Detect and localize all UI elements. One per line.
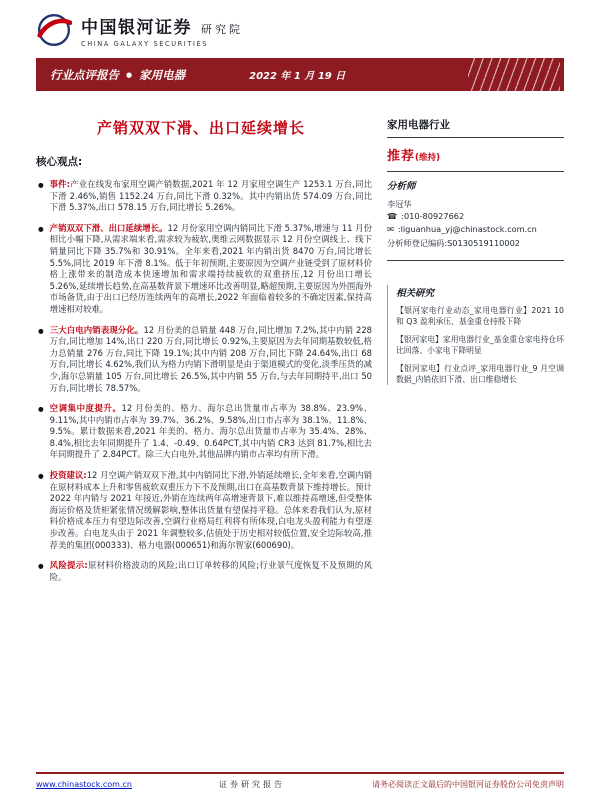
core-point-text xyxy=(50,223,372,316)
core-point-text xyxy=(50,470,372,551)
report-title: 产销双双下滑、出口延续增长 xyxy=(96,119,305,137)
brand-division: 研究院 xyxy=(201,22,243,36)
report-header xyxy=(0,0,600,56)
related-research-heading: 相关研究 xyxy=(396,287,435,299)
industry-heading: 家用电器行业 xyxy=(387,117,564,138)
core-point-lead: 投资建议: xyxy=(49,470,87,481)
related-research-item[interactable]: 【银河家电行业动态_家用电器行业】2021 10 和 Q3 盈利承压、基金重仓持股下降 xyxy=(396,305,564,326)
related-research-item[interactable]: 【银河家电】行业点评_家用电器行业_9 月空调数据_内销依旧下滑、出口维稳增长 xyxy=(396,363,564,384)
content-area xyxy=(0,91,600,772)
core-point-text xyxy=(50,179,372,214)
report-type-band xyxy=(36,58,564,91)
rating-block xyxy=(387,138,564,172)
analyst-phone: :010-80927662 xyxy=(401,211,465,222)
registration-label: 分析师登记编码: xyxy=(387,237,448,248)
analyst-name: 李冠华 xyxy=(387,198,412,209)
core-point-body: 12 月份美的、格力、海尔总出货量市占率为 38.8%、23.9%、9.11%,其中内销市占率为 39.7%、36.2%、9.58%,出口市占率为 38.1%、11.8%、9.5%。累计数据来看,2021 年美的、格力、海尔总出货量市占率为 35.4%、28%、8.4%,相比去年同期提升了 1.4、-0.49、0.64PCT,其中内销 CR3 达到 81.7%,相比去年同期提升了 2.84PCT。除三大白电外,其他品牌内销市占率均有所下滑。 xyxy=(49,403,372,460)
analyst-registration-row xyxy=(387,237,564,250)
analyst-email-row xyxy=(387,223,564,236)
brand-wordmark xyxy=(81,13,243,48)
analyst-block xyxy=(387,172,564,261)
footer-disclaimer: 请务必阅读正文最后的中国银河证券股份公司免责声明 xyxy=(371,780,564,789)
core-point-lead: 产销双双下滑、出口延续增长。 xyxy=(49,222,168,233)
related-research-block xyxy=(387,285,564,385)
core-point-body: 产业在线发布家用空调产销数据,2021 年 12 月家用空调生产 1253.1 万台,同比下滑 2.46%,销售 1152.24 万台,同比下滑 0.32%。其中内销出货 574.09 万台,同比下滑 5.37%,出口 578.15 万台,同比增长 5.26%。 xyxy=(49,179,372,213)
report-date: 2022 年 1 月 19 日 xyxy=(249,71,346,82)
rating-value: 推荐 xyxy=(387,149,416,164)
core-point-text xyxy=(50,560,372,583)
band-stripe-decoration xyxy=(468,58,560,91)
industry-category-label: 家用电器 xyxy=(139,67,186,82)
analyst-heading: 分析师 xyxy=(387,181,416,192)
core-point-event xyxy=(36,179,372,214)
core-views-heading: 核心观点: xyxy=(36,156,83,168)
analyst-phone-row xyxy=(387,210,564,223)
galaxy-logo-icon xyxy=(36,12,72,48)
core-point-concentration xyxy=(36,403,372,461)
report-type-label: 行业点评报告 xyxy=(50,67,119,82)
analyst-email[interactable]: :liguanhua_yj@chinastock.com.cn xyxy=(397,224,537,235)
footer-report-type: 证券研究报告 xyxy=(218,780,285,789)
report-type-group xyxy=(50,67,185,83)
core-point-white-goods xyxy=(36,325,372,395)
core-point-investment-advice xyxy=(36,470,372,551)
brand-name-cn: 中国银河证券 xyxy=(81,17,192,38)
related-research-item[interactable]: 【银河家电】家用电器行业_基金重仓家电持仓环比回落、小家电下降明显 xyxy=(396,334,564,355)
main-column xyxy=(36,101,372,772)
core-point-lead: 事件: xyxy=(49,179,71,189)
rating-maintained: (维持) xyxy=(415,153,441,163)
brand-name-en: CHINA GALAXY SECURITIES xyxy=(81,39,209,48)
core-point-lead: 空调集中度提升。 xyxy=(49,403,122,414)
core-point-body: 12 月份家用空调内销同比下滑 5.37%,增速与 11 月份相比小幅下降,从需求端来看,需求较为疲软,奥维云网数据显示 12 月份空调线上、线下销量同比下降 35.7%和 30.91%。全年来看,2021 年内销出货 8470 万台,同比增长 5.5%,同比 2019 年下滑 8.1%。低于年初预期,主要原因为空调产业链受到了原材料价格上涨带来的制造成本快速增加和需求端持续疲软的双重挤压,12 月份出口增长 5.26%,延续增长趋势,在高基数背景下增速环比改善明显,略超预期,主要原因为外围海外市场备货,由于出口已经历连续两年的高增长,2022 年面临着较多的不确定因素,保持高增速相对较难。 xyxy=(49,222,373,314)
core-point-text xyxy=(50,403,372,461)
email-icon: ✉ xyxy=(387,224,394,235)
core-point-text xyxy=(50,325,372,395)
report-footer xyxy=(36,772,564,790)
sidebar-column xyxy=(387,101,564,772)
core-point-sales-decline xyxy=(36,223,372,316)
core-point-lead: 三大白电内销表现分化。 xyxy=(49,324,144,335)
core-point-lead: 风险提示: xyxy=(49,560,88,571)
core-point-body: 12 月空调产销双双下滑,其中内销同比下滑,外销延续增长,全年来看,空调内销在原材料成本上升和零售疲软双重压力下不及预期,出口在高基数背景下维持增长。预计 2022 年内销与 2021 年接近,外销在连续两年高增速背景下,难以维持高增速,但受整体海运价格及货柜紧张情况缓解影响,整体出货量有望保持平稳。总体来看我们认为,原材料价格成本压力有望边际改善,空调行业格局红利将有所体现,白电龙头盈利能力有望逐步改善。白电龙头由于 2021 年调整较多,估值处于历史相对较低位置,安全边际较高,推荐美的集团(000333)、格力电器(000651)和海尔智家(600690)。 xyxy=(49,470,372,550)
core-point-body: 12 月份美的总销量 448 万台,同比增加 7.2%,其中内销 228 万台,同比增加 14%,出口 220 万台,同比增长 0.92%,主要原因为去年同期基数较低,格力总销量 276 万台,同比下降 19.1%;其中内销 208 万台,同比下降 24.64%,出口 68 万台,同比增长 4.62%,我们认为格力内销下滑明显是由于渠道模式的变化,淡季压货的减少,海尔总销量 105 万台,同比增长 26.5%,其中内销 55 万台,与去年同期持平,出口 50 万台,同比增长 78.57%。 xyxy=(49,324,373,393)
phone-icon: ☎ xyxy=(387,211,398,222)
core-point-risk-warning xyxy=(36,560,372,583)
registration-code: S0130519110002 xyxy=(447,237,520,248)
footer-website-link[interactable]: www.chinastock.com.cn xyxy=(36,780,132,789)
core-point-body: 原材料价格波动的风险;出口订单转移的风险;行业景气度恢复不及预期的风险。 xyxy=(49,560,372,582)
band-separator-dot: ● xyxy=(126,70,133,79)
